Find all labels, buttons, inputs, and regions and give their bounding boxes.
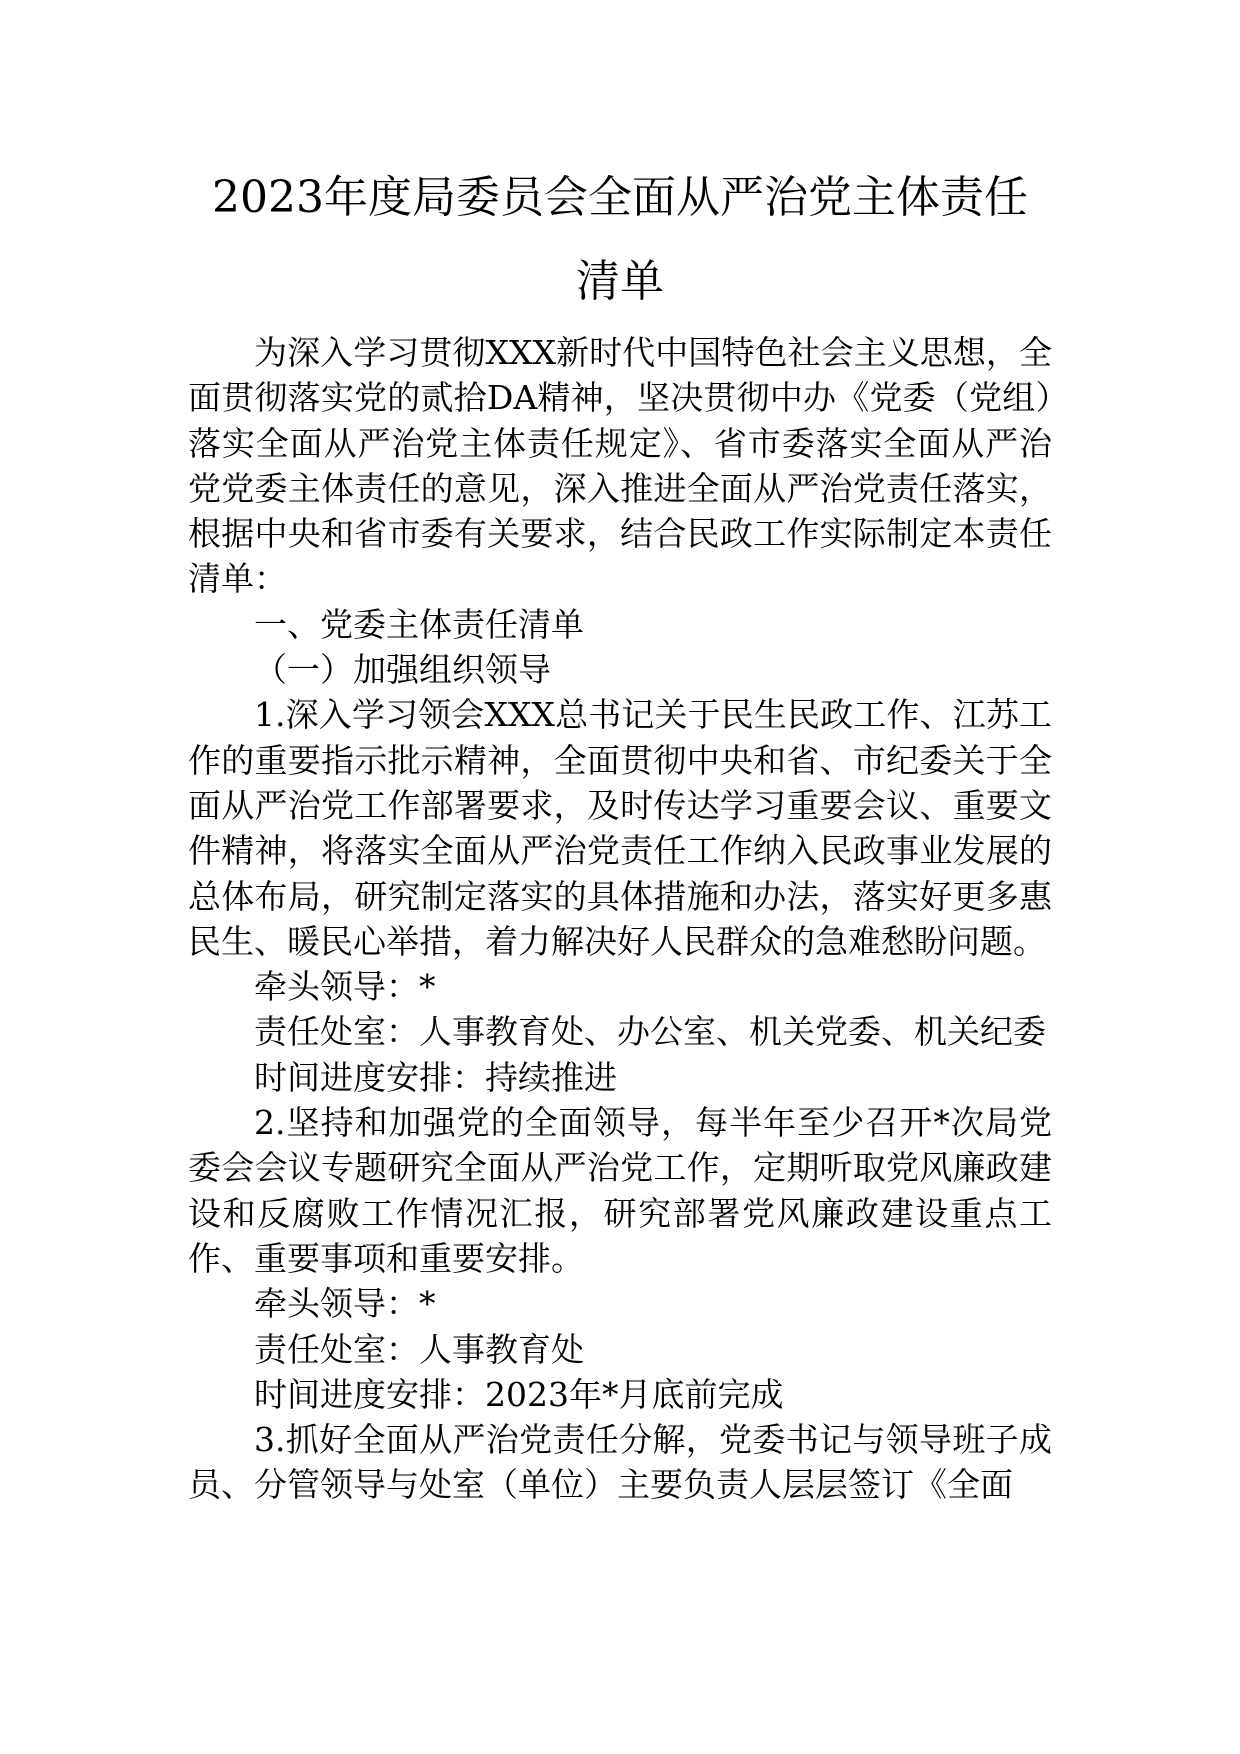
section-heading: 一、党委主体责任清单 (254, 604, 584, 644)
item-1-schedule: 时间进度安排：持续推进 (254, 1057, 617, 1097)
item-2-departments: 责任处室：人事教育处 (254, 1329, 584, 1369)
item-2-paragraph: 2.坚持和加强党的全面领导，每半年至少召开*次局党委会会议专题研究全面从严治党工作，定期听取党风廉政建设和反腐败工作情况汇报，研究部署党风廉政建设重点工作、重要事项和重要安排。 (188, 1103, 1052, 1278)
item-1-departments: 责任处室：人事教育处、办公室、机关党委、机关纪委 (254, 1012, 1046, 1052)
intro-paragraph: 为深入学习贯彻XXX新时代中国特色社会主义思想，全面贯彻落实党的贰拾DA精神，坚决贯彻中办《党委（党组）落实全面从严治党主体责任规定》、省市委落实全面从严治党党委主体责任的意见，深入推进全面从严治党责任落实，根据中央和省市委有关要求，结合民政工作实际制定本责任清单： (188, 333, 1052, 599)
item-2-lead: 牵头领导：* (254, 1284, 436, 1324)
item-3-paragraph: 3.抓好全面从严治党责任分解，党委书记与领导班子成员、分管领导与处室（单位）主要负责人层层签订《全面 (188, 1420, 1052, 1505)
subsection-heading: （一）加强组织领导 (254, 650, 551, 690)
item-1-lead: 牵头领导：* (254, 967, 436, 1007)
item-1-paragraph: 1.深入学习领会XXX总书记关于民生民政工作、江苏工作的重要指示批示精神，全面贯彻中央和省、市纪委关于全面从严治党工作部署要求，及时传达学习重要会议、重要文件精神，将落实全面从严治党责任工作纳入民政事业发展的总体布局，研究制定落实的具体措施和办法，落实好更多惠民生、暖民心举措，着力解决好人民群众的急难愁盼问题。 (188, 695, 1052, 961)
document-body (188, 330, 1052, 1508)
document-title-line-2: 清单 (576, 256, 664, 307)
document-title-line-1: 2023年度局委员会全面从严治党主体责任 (212, 172, 1028, 223)
item-2-schedule: 时间进度安排：2023年*月底前完成 (254, 1374, 784, 1414)
